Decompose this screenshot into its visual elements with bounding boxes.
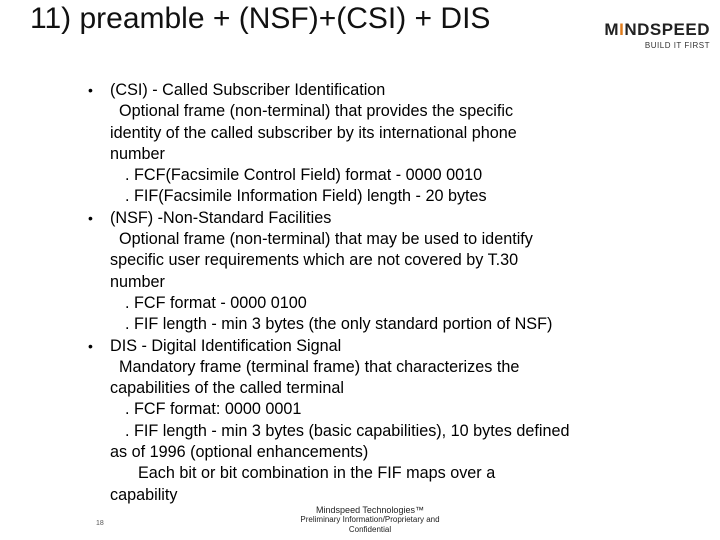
bullet-marker: •	[88, 209, 93, 226]
page-number: 18	[96, 520, 104, 527]
bullet-text: identity of the called subscriber by its international phone	[110, 123, 517, 142]
bullet-text: capability	[110, 485, 178, 504]
logo-tagline: BUILD IT FIRST	[644, 41, 710, 50]
bullet-text: number	[110, 144, 165, 163]
bullet-detail: . FCF(Facsimile Control Field) format - 0000 0010	[125, 166, 483, 185]
bullet-item-dis	[88, 336, 713, 506]
logo-word-end: NDSPEED	[624, 20, 710, 39]
bullet-marker: •	[88, 337, 93, 354]
bullet-detail: . FCF format - 0000 0100	[125, 293, 307, 312]
logo-mark: I	[619, 20, 625, 39]
slide-footer	[260, 505, 480, 535]
bullet-text: as of 1996 (optional enhancements)	[110, 443, 369, 462]
bullet-text: Mandatory frame (terminal frame) that characterizes the	[119, 357, 520, 376]
bullet-detail: . FIF length - min 3 bytes (basic capabilities), 10 bytes defined	[125, 421, 570, 440]
bullet-text: number	[110, 272, 165, 291]
bullet-text: specific user requirements which are not covered by T.30	[110, 251, 519, 270]
footer-notice: Preliminary Information/Proprietary and	[300, 515, 440, 524]
bullet-heading: (NSF) -Non-Standard Facilities	[110, 208, 332, 227]
bullet-detail: . FIF(Facsimile Information Field) length - 20 bytes	[125, 187, 487, 206]
bullet-item-csi	[88, 80, 713, 208]
slide-body	[88, 80, 713, 506]
bullet-text: capabilities of the called terminal	[110, 379, 344, 398]
bullet-text: Each bit or bit combination in the FIF maps over a	[138, 464, 496, 483]
slide-title: 11) preamble + (NSF)+(CSI) + DIS	[30, 2, 491, 35]
mindspeed-logo	[585, 20, 710, 50]
logo-wordmark	[585, 20, 710, 40]
bullet-heading: DIS - Digital Identification Signal	[110, 336, 342, 355]
footer-notice-2: Confidential	[348, 525, 392, 534]
bullet-marker: •	[88, 82, 93, 98]
bullet-item-nsf	[88, 208, 713, 336]
bullet-detail: . FCF format: 0000 0001	[125, 400, 302, 419]
footer-company: Mindspeed Technologies™	[316, 505, 424, 515]
bullet-text: Optional frame (non-terminal) that provides the specific	[119, 102, 514, 121]
bullet-detail: . FIF length - min 3 bytes (the only standard portion of NSF)	[125, 315, 553, 334]
bullet-text: Optional frame (non-terminal) that may be used to identify	[119, 230, 533, 249]
logo-word-start: M	[604, 20, 620, 39]
bullet-heading: (CSI) - Called Subscriber Identification	[110, 81, 386, 99]
